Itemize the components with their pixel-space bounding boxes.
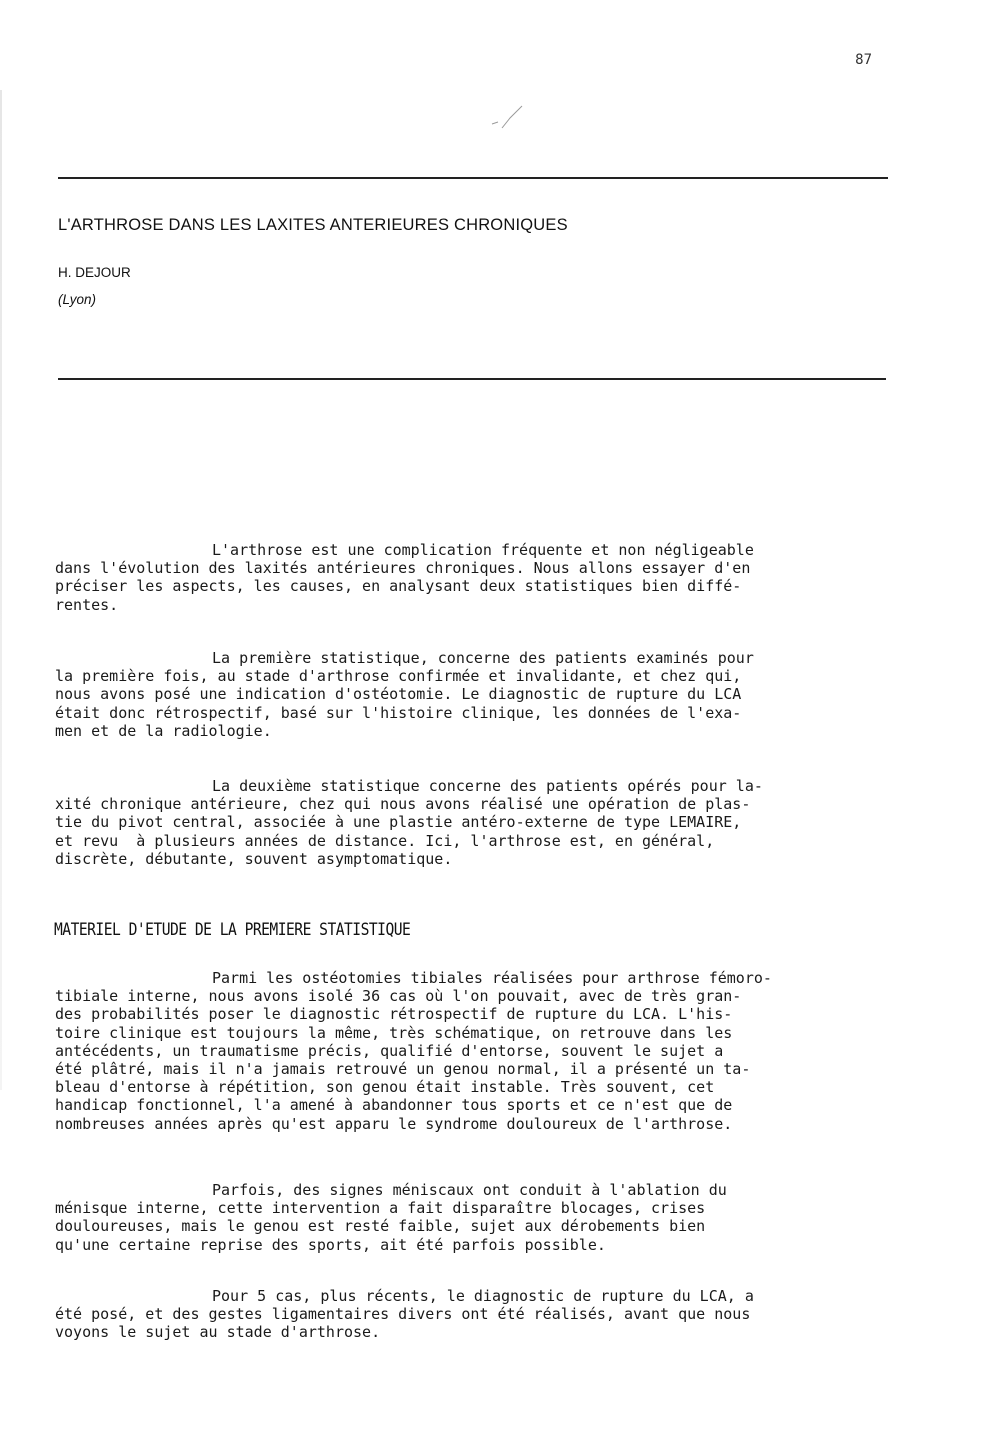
text-line: été plâtré, mais il n'a jamais retrouvé un genou normal, il a présenté un ta- xyxy=(55,1060,751,1079)
text-line: ménisque interne, cette intervention a fait disparaître blocages, crises xyxy=(55,1199,706,1218)
paragraph-first-statistic xyxy=(55,649,885,740)
text-line: nous avons posé une indication d'ostéotomie. Le diagnostic de rupture du LCA xyxy=(55,685,742,704)
paragraph-second-statistic xyxy=(55,777,885,868)
text-line: dans l'évolution des laxités antérieures chroniques. Nous allons essayer d'en xyxy=(55,559,751,578)
page-number: 87 xyxy=(855,52,872,68)
text-line: toire clinique est toujours la même, très schématique, on retrouve dans les xyxy=(55,1023,733,1042)
text-line: et revu à plusieurs années de distance. Ici, l'arthrose est, en général, xyxy=(55,831,715,850)
paragraph-meniscal-signs xyxy=(55,1181,885,1254)
text-line: préciser les aspects, les causes, en analysant deux statistiques bien diffé- xyxy=(55,577,742,596)
text-line: rentes. xyxy=(55,595,119,614)
text-line: tie du pivot central, associée à une plastie antéro-externe de type LEMAIRE, xyxy=(55,813,742,832)
text-line: nombreuses années après qu'est apparu le syndrome douloureux de l'arthrose. xyxy=(55,1114,733,1133)
text-line: voyons le sujet au stade d'arthrose. xyxy=(55,1323,381,1342)
header-rule-bottom xyxy=(58,378,886,380)
paragraph-intro xyxy=(55,541,885,614)
text-line: qu'une certaine reprise des sports, ait été parfois possible. xyxy=(55,1235,606,1254)
paragraph-osteotomies xyxy=(55,969,885,1133)
text-line: discrète, débutante, souvent asymptomatique. xyxy=(55,849,453,868)
text-line: Parmi les ostéotomies tibiales réalisées pour arthrose fémoro- xyxy=(212,969,772,987)
text-line: bleau d'entorse à répétition, son genou était instable. Très souvent, cet xyxy=(55,1078,715,1097)
text-line: Pour 5 cas, plus récents, le diagnostic de rupture du LCA, a xyxy=(212,1287,754,1305)
section-heading: MATERIEL D'ETUDE DE LA PREMIERE STATISTIQUE xyxy=(54,920,411,940)
header-rule-top xyxy=(58,177,888,179)
paragraph-recent-cases xyxy=(55,1287,885,1342)
text-line: L'arthrose est une complication fréquente et non négligeable xyxy=(212,541,754,559)
scan-edge xyxy=(0,90,2,1090)
text-line: douloureuses, mais le genou est resté faible, sujet aux dérobements bien xyxy=(55,1217,706,1236)
text-line: antécédents, un traumatisme précis, qualifié d'entorse, souvent le sujet a xyxy=(55,1041,724,1060)
text-line: tibiale interne, nous avons isolé 36 cas où l'on pouvait, avec de très gran- xyxy=(55,987,742,1006)
article-author: H. DEJOUR xyxy=(58,265,131,280)
text-line: des probabilités poser le diagnostic rétrospectif de rupture du LCA. L'his- xyxy=(55,1005,733,1024)
text-line: La deuxième statistique concerne des patients opérés pour la- xyxy=(212,777,763,795)
text-line: men et de la radiologie. xyxy=(55,721,272,740)
article-title: L'ARTHROSE DANS LES LAXITES ANTERIEURES CHRONIQUES xyxy=(58,216,568,234)
text-line: xité chronique antérieure, chez qui nous avons réalisé une opération de plas- xyxy=(55,795,751,814)
text-line: été posé, et des gestes ligamentaires divers ont été réalisés, avant que nous xyxy=(55,1305,751,1324)
text-line: La première statistique, concerne des patients examinés pour xyxy=(212,649,754,667)
text-line: Parfois, des signes méniscaux ont conduit à l'ablation du xyxy=(212,1181,727,1199)
text-line: était donc rétrospectif, basé sur l'histoire clinique, les données de l'exa- xyxy=(55,703,742,722)
article-affiliation: (Lyon) xyxy=(58,292,97,307)
text-line: handicap fonctionnel, l'a amené à abandonner tous sports et ce n'est que de xyxy=(55,1096,733,1115)
text-line: la première fois, au stade d'arthrose confirmée et invalidante, et chez qui, xyxy=(55,667,742,686)
pen-mark xyxy=(488,104,528,132)
